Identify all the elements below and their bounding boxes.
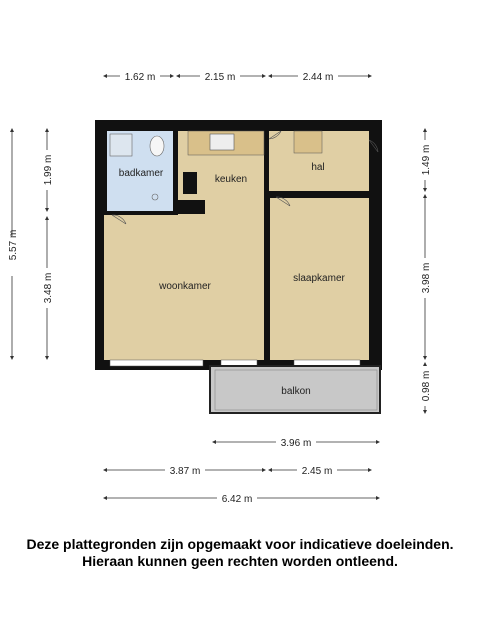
room-label-keuken: keuken bbox=[214, 174, 248, 185]
dim-top-1: 1.62 m bbox=[124, 72, 156, 83]
dim-top-2: 2.15 m bbox=[204, 72, 236, 83]
dim-top-3: 2.44 m bbox=[302, 72, 334, 83]
dim-left-total: 5.57 m bbox=[8, 229, 19, 261]
dim-bottom-balcony: 3.96 m bbox=[280, 438, 312, 449]
disclaimer-line-1: Deze plattegronden zijn opgemaakt voor indicatieve doeleinden. bbox=[26, 536, 454, 552]
dim-bottom-total: 6.42 m bbox=[221, 494, 253, 505]
dim-right-lower: 0.98 m bbox=[421, 370, 432, 402]
dim-left-lower: 3.48 m bbox=[43, 272, 54, 304]
disclaimer-line-2: Hieraan kunnen geen rechten worden ontleend. bbox=[82, 553, 398, 569]
kitchen-sink bbox=[210, 134, 234, 150]
room-label-slaapkamer: slaapkamer bbox=[293, 273, 345, 284]
dim-right-upper: 1.49 m bbox=[421, 144, 432, 176]
dim-left-upper: 1.99 m bbox=[43, 154, 54, 186]
hal-cabinet bbox=[294, 131, 322, 153]
dim-bottom-right: 2.45 m bbox=[301, 466, 333, 477]
stove bbox=[183, 172, 197, 194]
room-label-badkamer: badkamer bbox=[118, 168, 164, 179]
toilet-fixture bbox=[150, 136, 164, 156]
sink-fixture bbox=[110, 134, 132, 156]
dim-right-middle: 3.98 m bbox=[421, 262, 432, 294]
room-label-woonkamer: woonkamer bbox=[159, 281, 211, 292]
room-label-hal: hal bbox=[311, 162, 325, 173]
dim-bottom-left: 3.87 m bbox=[169, 466, 201, 477]
room-label-balkon: balkon bbox=[281, 386, 311, 397]
